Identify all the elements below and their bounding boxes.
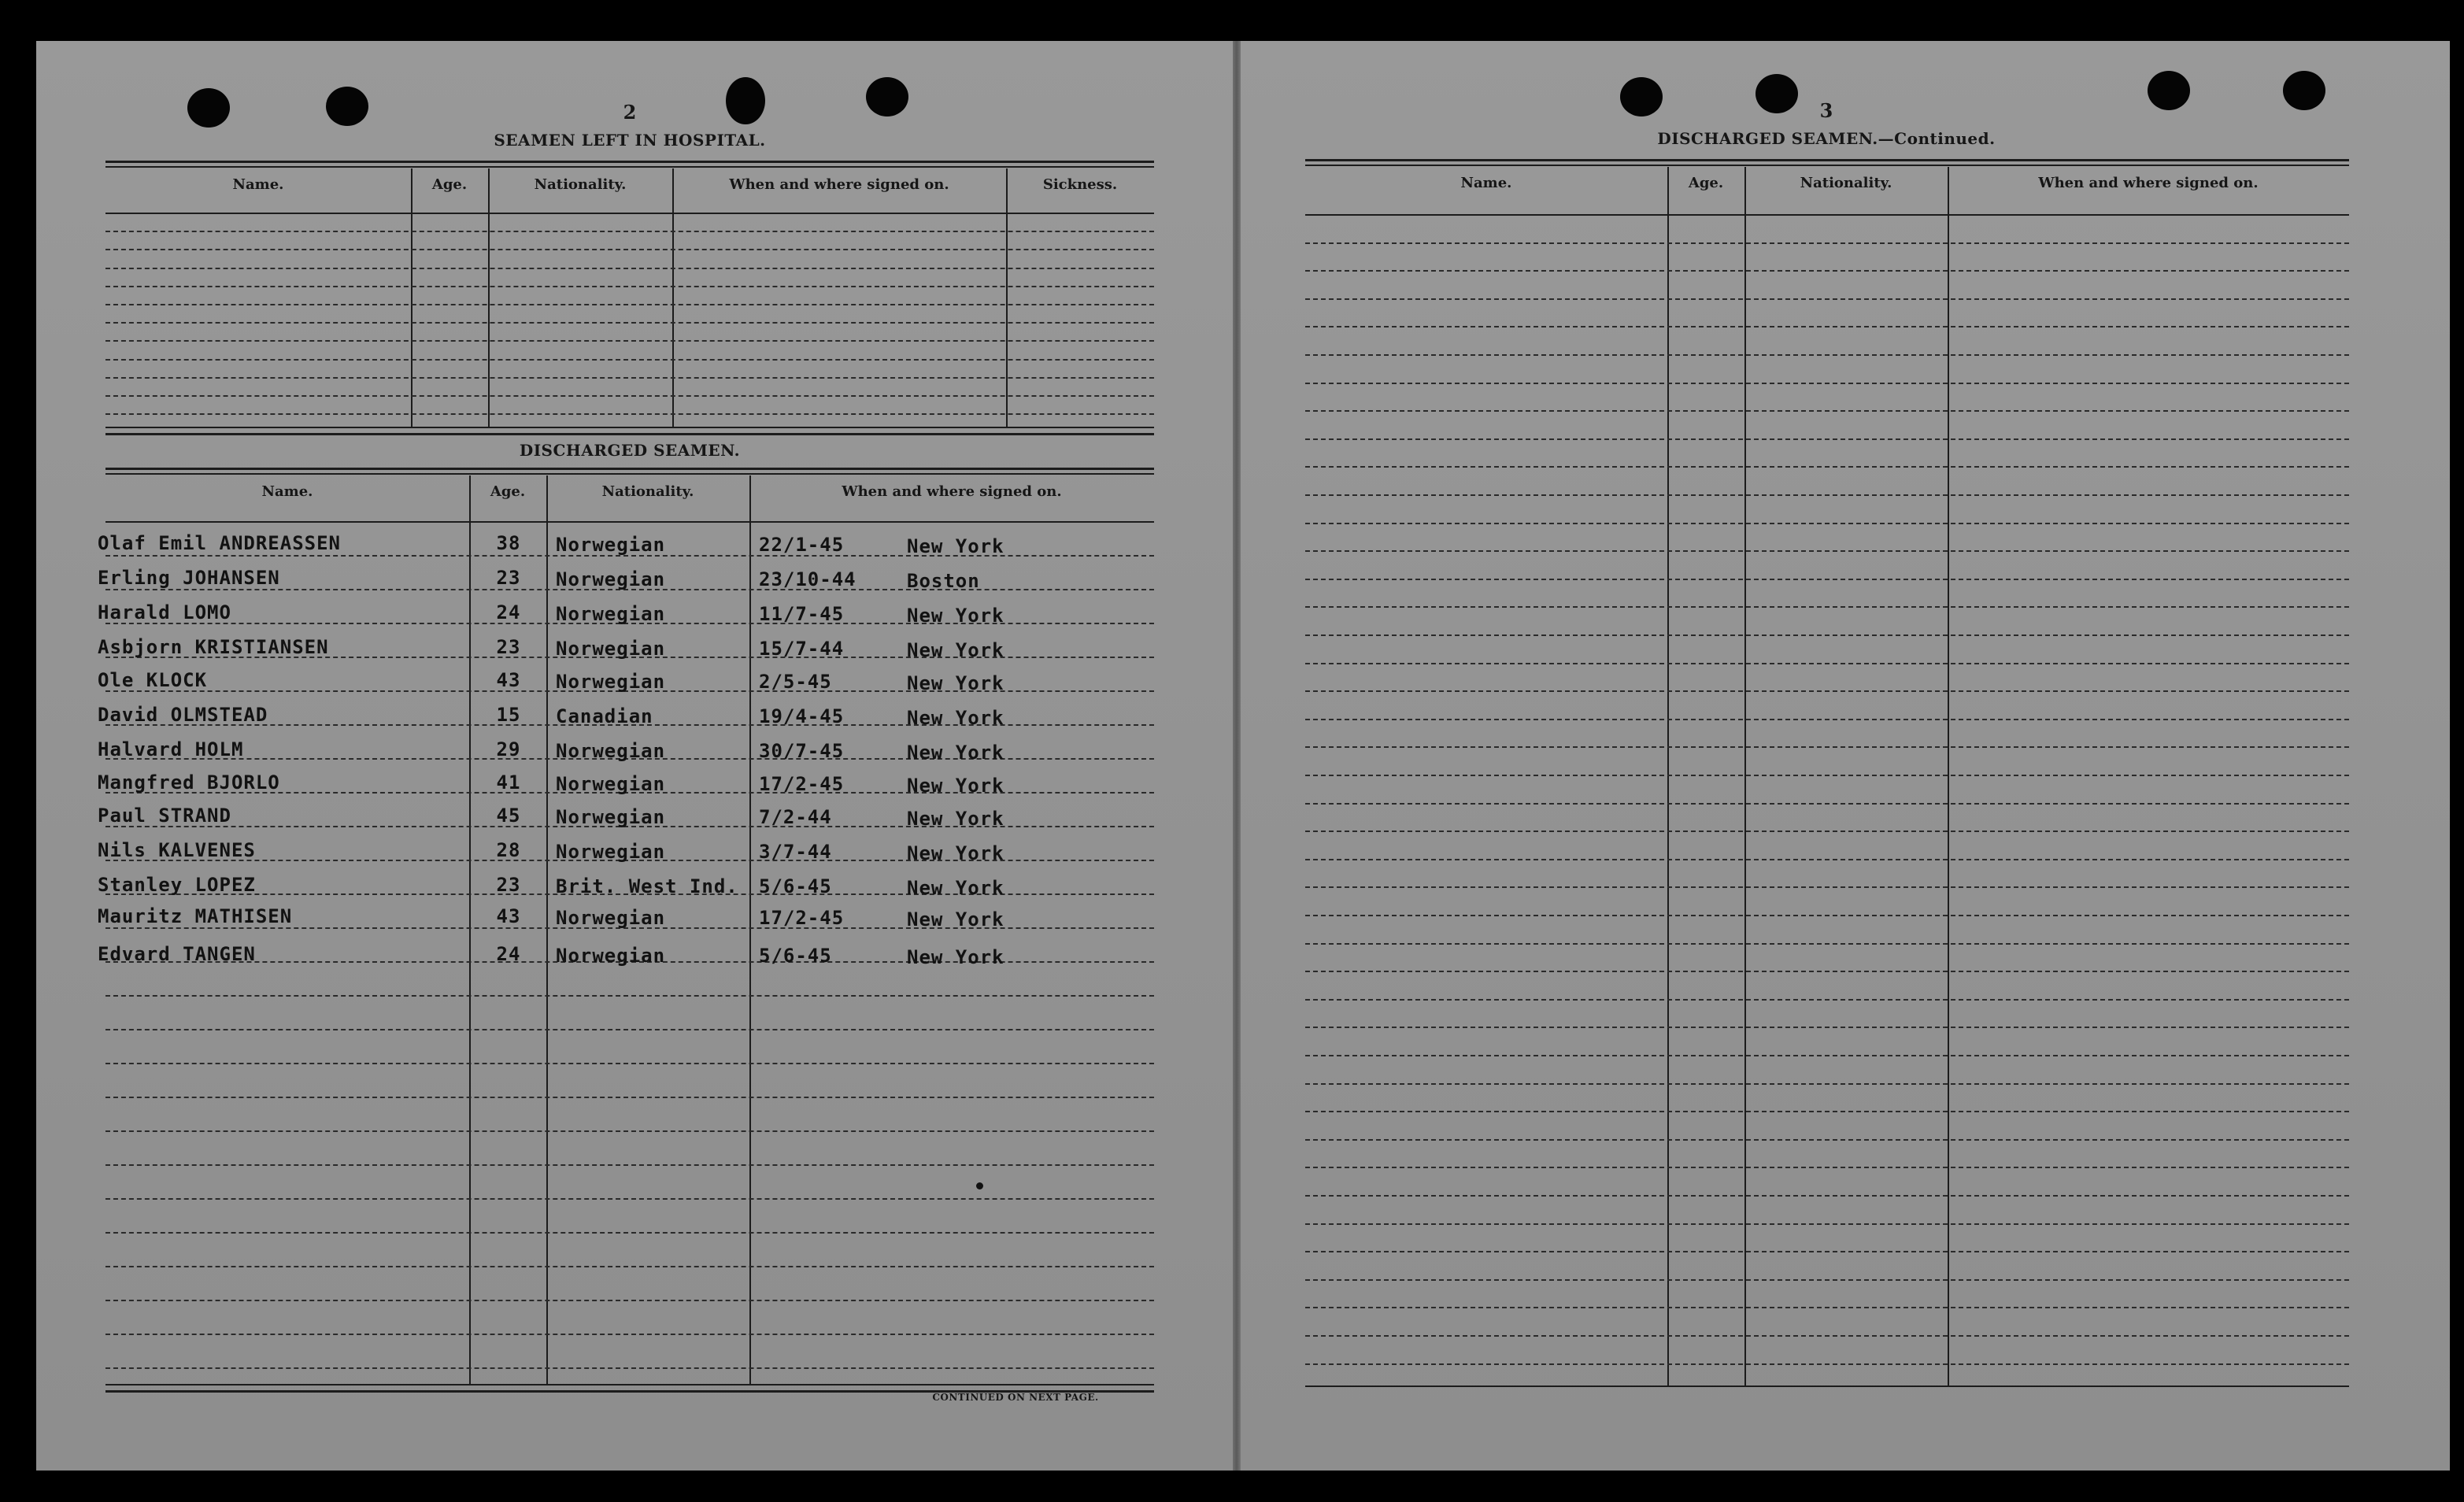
- seaman-nationality: Brit. West Ind.: [556, 875, 738, 897]
- column-divider: [749, 475, 751, 1384]
- signed-on-place: New York: [907, 535, 1004, 557]
- seaman-name: Asbjorn KRISTIANSEN: [98, 636, 329, 658]
- hospital-col-header-2: Age.: [431, 176, 468, 193]
- seaman-age: 29: [496, 738, 521, 760]
- column-divider: [672, 168, 674, 427]
- row-line: [1305, 1027, 2349, 1028]
- row-line: [105, 1232, 1154, 1234]
- discharged-col-header-1: Name.: [261, 483, 313, 500]
- row-line: [1305, 326, 2349, 327]
- row-line: [105, 395, 1154, 397]
- table-bottom-rule: [105, 1384, 1154, 1385]
- row-line: [105, 268, 1154, 269]
- row-line: [105, 1198, 1154, 1200]
- seaman-nationality: Norwegian: [556, 603, 666, 625]
- seaman-nationality: Norwegian: [556, 907, 666, 929]
- row-line: [1305, 859, 2349, 860]
- row-line: [1305, 1279, 2349, 1281]
- signed-on-date: 15/7-44: [759, 638, 845, 660]
- row-line: [105, 1300, 1154, 1301]
- signed-on-place: Boston: [907, 570, 980, 592]
- table-bottom-rule: [105, 427, 1154, 428]
- row-line: [105, 377, 1154, 379]
- row-line: [105, 1130, 1154, 1132]
- row-line: [1305, 746, 2349, 748]
- row-line: [1305, 438, 2349, 440]
- row-line: [1305, 1363, 2349, 1365]
- seaman-name: David OLMSTEAD: [98, 704, 268, 726]
- hospital-section-title: SEAMEN LEFT IN HOSPITAL.: [494, 131, 766, 150]
- punch-hole: [1620, 77, 1663, 117]
- seaman-age: 43: [496, 905, 521, 927]
- seaman-name: Olaf Emil ANDREASSEN: [98, 532, 341, 554]
- row-line: [1305, 1055, 2349, 1056]
- row-line: [105, 1029, 1154, 1030]
- row-line: [1305, 270, 2349, 272]
- row-line: [105, 1097, 1154, 1098]
- row-line: [1305, 1223, 2349, 1225]
- seaman-age: 43: [496, 669, 521, 691]
- seaman-nationality: Norwegian: [556, 740, 666, 762]
- row-line: [1305, 803, 2349, 805]
- discharged-section-title: DISCHARGED SEAMEN.: [519, 441, 741, 460]
- column-divider: [1948, 167, 1949, 1385]
- row-line: [105, 249, 1154, 250]
- seaman-nationality: Norwegian: [556, 806, 666, 828]
- signed-on-date: 22/1-45: [759, 534, 845, 556]
- seaman-age: 28: [496, 839, 521, 861]
- row-line: [1305, 1307, 2349, 1308]
- row-line: [1305, 1251, 2349, 1252]
- row-line: [1305, 242, 2349, 244]
- ink-dot: [976, 1182, 983, 1189]
- row-line: [1305, 466, 2349, 468]
- seaman-nationality: Norwegian: [556, 945, 666, 967]
- signed-on-place: New York: [907, 946, 1004, 968]
- seaman-name: Erling JOHANSEN: [98, 567, 280, 589]
- seaman-age: 23: [496, 874, 521, 896]
- signed-on-place: New York: [907, 908, 1004, 930]
- punch-hole: [2283, 71, 2325, 110]
- signed-on-place: New York: [907, 877, 1004, 899]
- row-line: [1305, 606, 2349, 608]
- row-line: [105, 231, 1154, 232]
- signed-on-date: 3/7-44: [759, 841, 832, 863]
- seaman-name: Paul STRAND: [98, 805, 231, 827]
- row-line: [1305, 550, 2349, 552]
- row-line: [1305, 1167, 2349, 1168]
- signed-on-date: 19/4-45: [759, 705, 845, 727]
- punch-hole: [1756, 74, 1798, 113]
- discharged-col-header-4: When and where signed on.: [842, 483, 1062, 500]
- row-line: [1305, 523, 2349, 524]
- punch-hole: [187, 88, 230, 128]
- seaman-name: Ole KLOCK: [98, 669, 208, 691]
- table-top-rule: [1305, 159, 2349, 161]
- row-line: [105, 286, 1154, 287]
- page-number-right: 3: [1819, 99, 1833, 122]
- signed-on-date: 5/6-45: [759, 875, 832, 897]
- row-line: [1305, 831, 2349, 832]
- hospital-col-header-4: When and where signed on.: [729, 176, 949, 193]
- row-line: [105, 1367, 1154, 1369]
- row-line: [1305, 494, 2349, 496]
- hospital-col-header-3: Nationality.: [534, 176, 627, 193]
- row-line: [1305, 579, 2349, 580]
- table-bottom-rule: [1305, 1385, 2349, 1387]
- signed-on-date: 23/10-44: [759, 568, 856, 590]
- row-line: [105, 359, 1154, 361]
- seaman-nationality: Norwegian: [556, 841, 666, 863]
- page-gutter: [1233, 41, 1241, 1471]
- row-line: [1305, 943, 2349, 945]
- table-header-rule: [1305, 214, 2349, 216]
- column-divider: [1006, 168, 1008, 427]
- seaman-name: Harald LOMO: [98, 601, 231, 623]
- seaman-name: Halvard HOLM: [98, 738, 244, 760]
- continued-col-header-1: Name.: [1460, 175, 1512, 191]
- seaman-name: Nils KALVENES: [98, 839, 256, 861]
- discharged-col-header-2: Age.: [490, 483, 526, 500]
- signed-on-place: New York: [907, 707, 1004, 729]
- seaman-age: 38: [496, 532, 521, 554]
- row-line: [1305, 410, 2349, 412]
- row-line: [105, 1266, 1154, 1267]
- signed-on-date: 17/2-45: [759, 773, 845, 795]
- punch-hole: [326, 87, 368, 126]
- signed-on-date: 7/2-44: [759, 806, 832, 828]
- seaman-age: 24: [496, 601, 521, 623]
- discharged-continued-title: DISCHARGED SEAMEN.—Continued.: [1657, 129, 1996, 148]
- seaman-name: Stanley LOPEZ: [98, 874, 256, 896]
- punch-hole: [2148, 71, 2190, 110]
- punch-hole: [866, 77, 908, 117]
- seaman-name: Edvard TANGEN: [98, 943, 256, 965]
- row-line: [1305, 971, 2349, 972]
- row-line: [1305, 886, 2349, 888]
- row-line: [1305, 775, 2349, 776]
- table-top-rule: [105, 166, 1154, 168]
- column-divider: [1744, 167, 1746, 1385]
- row-line: [1305, 354, 2349, 356]
- signed-on-place: New York: [907, 842, 1004, 864]
- signed-on-date: 17/2-45: [759, 907, 845, 929]
- row-line: [105, 413, 1154, 415]
- row-line: [1305, 719, 2349, 720]
- seaman-age: 23: [496, 567, 521, 589]
- hospital-col-header-1: Name.: [232, 176, 284, 193]
- row-line: [1305, 1111, 2349, 1112]
- page-number-left: 2: [623, 101, 637, 124]
- continued-col-header-4: When and where signed on.: [2038, 175, 2259, 191]
- seaman-nationality: Canadian: [556, 705, 653, 727]
- row-line: [1305, 634, 2349, 636]
- right-page: [1238, 41, 2450, 1471]
- signed-on-date: 11/7-45: [759, 603, 845, 625]
- row-line: [1305, 690, 2349, 692]
- signed-on-date: 30/7-45: [759, 740, 845, 762]
- signed-on-date: 5/6-45: [759, 945, 832, 967]
- seaman-nationality: Norwegian: [556, 773, 666, 795]
- row-line: [1305, 915, 2349, 916]
- row-line: [1305, 298, 2349, 300]
- row-line: [1305, 1335, 2349, 1337]
- seaman-age: 24: [496, 943, 521, 965]
- table-top-rule: [105, 468, 1154, 470]
- continued-col-header-3: Nationality.: [1800, 175, 1892, 191]
- seaman-nationality: Norwegian: [556, 568, 666, 590]
- seaman-nationality: Norwegian: [556, 671, 666, 693]
- punch-hole: [726, 77, 765, 124]
- seaman-age: 45: [496, 805, 521, 827]
- table-header-rule: [105, 521, 1154, 523]
- table-header-rule: [105, 213, 1154, 214]
- signed-on-place: New York: [907, 672, 1004, 694]
- seaman-age: 15: [496, 704, 521, 726]
- row-line: [105, 1334, 1154, 1335]
- column-divider: [546, 475, 548, 1384]
- row-line: [105, 340, 1154, 342]
- row-line: [105, 1063, 1154, 1064]
- row-line: [105, 1164, 1154, 1166]
- row-line: [105, 995, 1154, 997]
- signed-on-place: New York: [907, 639, 1004, 661]
- row-line: [1305, 1195, 2349, 1197]
- signed-on-place: New York: [907, 808, 1004, 830]
- continued-col-header-2: Age.: [1688, 175, 1724, 191]
- row-line: [1305, 663, 2349, 664]
- seaman-nationality: Norwegian: [556, 638, 666, 660]
- table-top-rule: [105, 473, 1154, 475]
- row-line: [1305, 1139, 2349, 1141]
- signed-on-date: 2/5-45: [759, 671, 832, 693]
- signed-on-place: New York: [907, 775, 1004, 797]
- column-divider: [488, 168, 490, 427]
- row-line: [1305, 383, 2349, 384]
- row-line: [105, 322, 1154, 324]
- table-top-rule: [1305, 165, 2349, 166]
- seaman-nationality: Norwegian: [556, 534, 666, 556]
- row-line: [1305, 1083, 2349, 1085]
- continued-note: CONTINUED ON NEXT PAGE.: [932, 1392, 1099, 1403]
- table-top-rule: [105, 161, 1154, 163]
- seaman-name: Mauritz MATHISEN: [98, 905, 293, 927]
- column-divider: [1667, 167, 1669, 1385]
- row-line: [1305, 999, 2349, 1001]
- signed-on-place: New York: [907, 605, 1004, 627]
- discharged-col-header-3: Nationality.: [601, 483, 694, 500]
- signed-on-place: New York: [907, 742, 1004, 764]
- column-divider: [411, 168, 413, 427]
- seaman-name: Mangfred BJORLO: [98, 771, 280, 794]
- table-bottom-rule: [105, 433, 1154, 435]
- seaman-age: 23: [496, 636, 521, 658]
- hospital-col-header-5: Sickness.: [1042, 176, 1118, 193]
- seaman-age: 41: [496, 771, 521, 794]
- row-line: [105, 304, 1154, 305]
